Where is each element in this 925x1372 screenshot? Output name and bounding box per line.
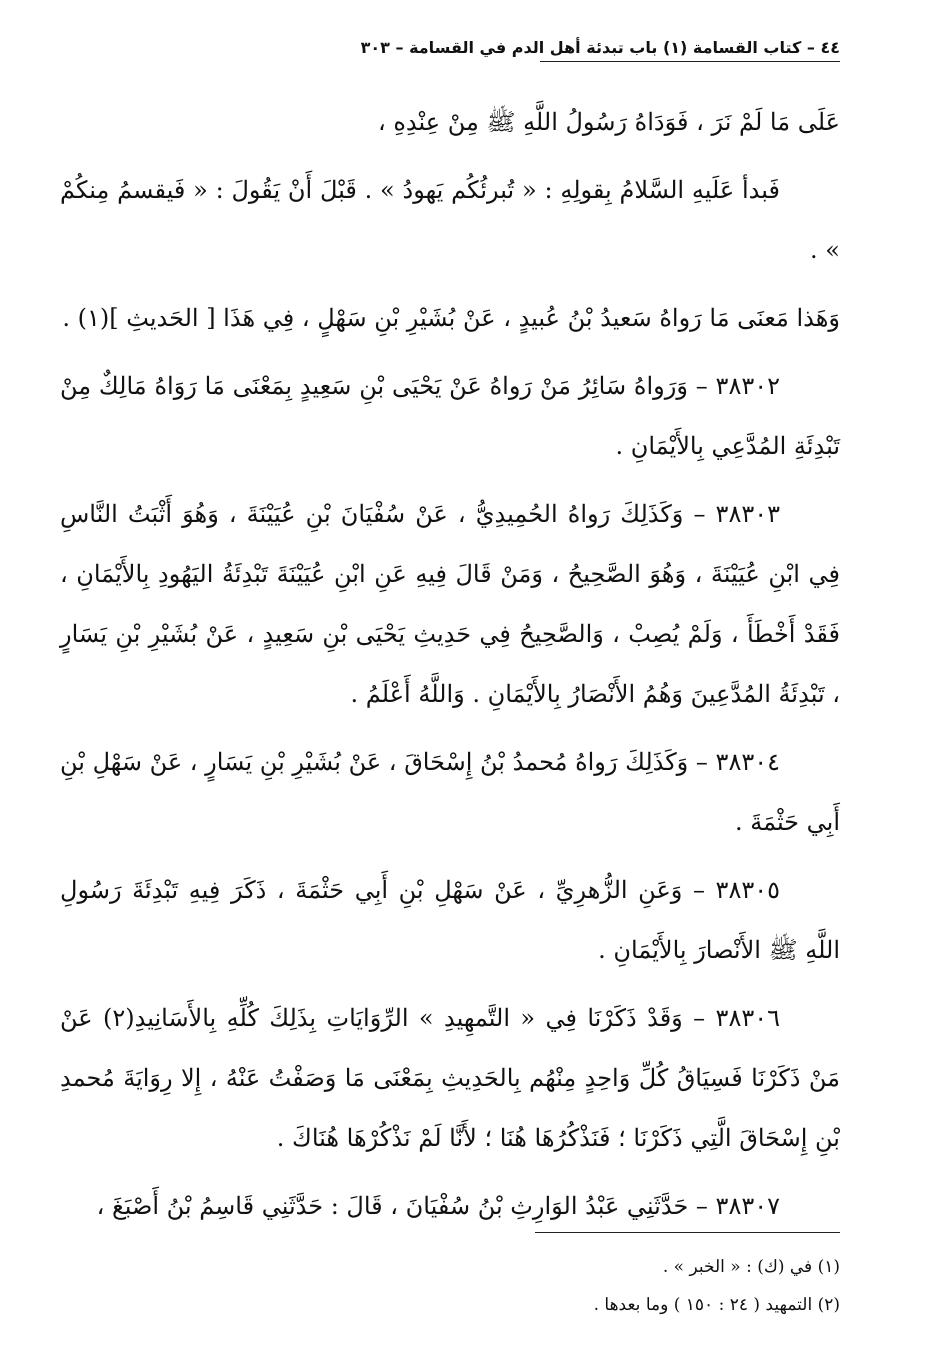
paragraph-entry-38307: ٣٨٣٠٧ – حَدَّثَنِي عَبْدُ الوَارِثِ بْنُ سُفْيَانَ ، قَالَ : حَدَّثَنِي قَاسِمُ بْنُ أَصْبَغَ ، <box>96 1192 780 1220</box>
footnote-2: (٢) التمهيد ( ٢٤ : ١٥٠ ) وما بعدها . <box>593 1295 840 1315</box>
header-rule <box>540 61 840 62</box>
paragraph-entry-38305: ٣٨٣٠٥ – وَعَنِ الزُّهرِيِّ ، عَنْ سَهْلِ بْنِ أَبِي حَثْمَةَ ، ذَكَرَ فِيهِ تَبْدِئَةَ رَسُولِ اللَّهِ ﷺ الأَنْصارَ بِالأَيْمَانِ . <box>60 876 840 964</box>
paragraph: وَهَذا مَعنَى مَا رَواهُ سَعيدُ بْنُ عُبيدٍ ، عَنْ بُشَيْرِ بْنِ سَهْلٍ ، فِي هَذَا [ الحَديثِ ](١) . <box>62 304 840 332</box>
footnote-separator <box>535 1232 840 1233</box>
paragraph: فَبدأ عَلَيهِ السَّلامُ بِقولِهِ : « تُبرئُكُم يَهودُ » . قَبْلَ أَنْ يَقُولَ : « فَيقسمُ مِنكُمْ » . <box>60 176 840 264</box>
paragraph-entry-38302: ٣٨٣٠٢ – وَرَواهُ سَائِرُ مَنْ رَواهُ عَنْ يَحْيَى بْنِ سَعِيدٍ بِمَعْنَى مَا رَوَاهُ مَالِكٌ مِنْ تَبْدِئَةِ المُدَّعِي بِالأَيْمَانِ . <box>60 372 840 460</box>
footnotes <box>60 1248 840 1324</box>
running-header <box>60 34 840 74</box>
paragraph-entry-38303: ٣٨٣٠٣ – وَكَذَلِكَ رَواهُ الحُمِيدِيُّ ، عَنْ سُفْيَانَ بْنِ عُيَيْنَةَ ، وَهُوَ أَثْبَتُ النَّاسِ فِي ابْنِ عُيَيْنَةَ ، وَهُوَ الصَّحِيحُ ، وَمَنْ قَالَ فِيهِ عَنِ ابْنِ عُيَيْنَةَ تَبْدِئَةُ اليَهُودِ بِالأَيْمَانِ ، فَقَدْ أَخْطَأَ ، وَلَمْ يُصِبْ ، وَالصَّحِيحُ فِي حَدِيثِ يَحْيَى بْنِ سَعِيدٍ ، عَنْ بُشَيْرِ بْنِ يَسَارٍ ، تَبْدِئَةُ المُدَّعِينَ وَهُمُ الأَنْصَارُ بِالأَيْمَانِ . وَاللَّهُ أَعْلَمُ . <box>60 500 840 708</box>
footnote-1: (١) في (ك) : « الخبر » . <box>662 1257 840 1277</box>
paragraph-entry-38304: ٣٨٣٠٤ – وَكَذَلِكَ رَواهُ مُحمدُ بْنُ إِسْحَاقَ ، عَنْ بُشَيْرِ بْنِ يَسَارٍ ، عَنْ سَهْلِ بْنِ أَبِي حَثْمَةَ . <box>60 748 840 836</box>
header-title: ٤٤ – كتاب القسامة (١) باب تبدئة أهل الدم في القسامة – ٣٠٣ <box>360 38 840 57</box>
paragraph-entry-38306: ٣٨٣٠٦ – وَقَدْ ذَكَرْنَا فِي « التَّمهِيدِ » الرِّوَايَاتِ بِذَلِكَ كُلِّهِ بِالأَسَانِيدِ(٢) عَنْ مَنْ ذَكَرْنَا فَسِيَاقُ كُلِّ وَاحِدٍ مِنْهُم بِالحَدِيثِ بِمَعْنَى مَا وَصَفْتُ عَنْهُ ، إِلا رِوَايَةَ مُحمدِ بْنِ إِسْحَاقَ الَّتِي ذَكَرْنَا ؛ فَنَذْكُرُهَا هُنَا ؛ لأَنَّا لَمْ نَذْكُرْهَا هُنَاكَ . <box>60 1004 840 1152</box>
main-text <box>60 92 840 1244</box>
paragraph: عَلَى مَا لَمْ نَرَ ، فَوَدَاهُ رَسُولُ اللَّهِ ﷺ مِنْ عِنْدِهِ ، <box>377 108 840 136</box>
